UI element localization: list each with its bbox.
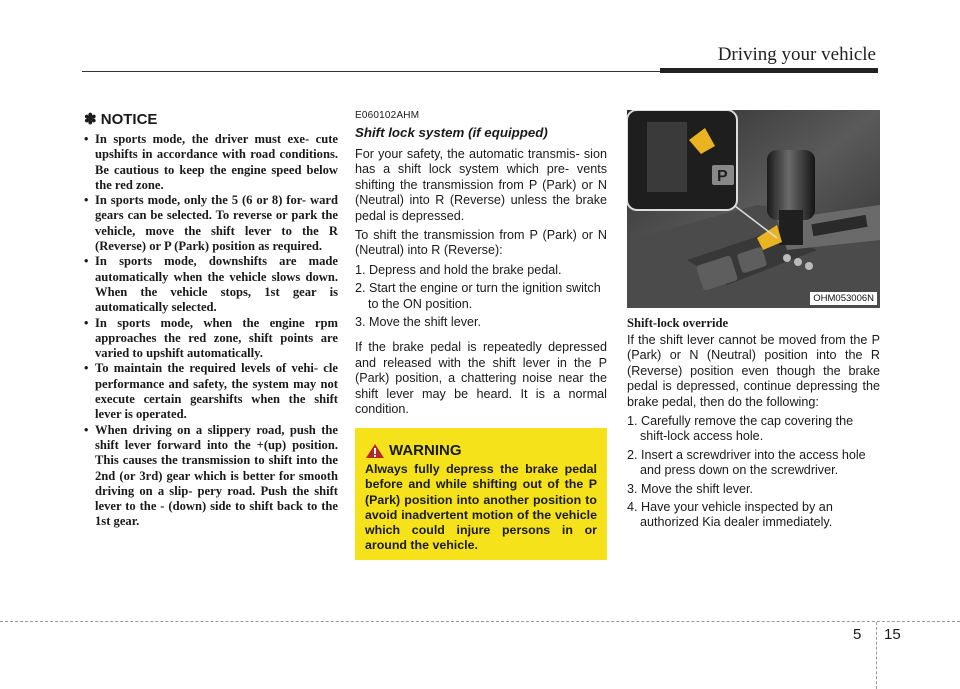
notice-column — [84, 110, 338, 530]
warning-heading — [365, 442, 597, 459]
notice-bullet: • In sports mode, downshifts are made automatically when the vehicle slows down. When the vehicle stops, 1st gear is automatically selected. — [84, 254, 338, 315]
header-title: Driving your vehicle — [717, 44, 876, 65]
section-title: Shift lock system (if equipped) — [355, 125, 548, 140]
override-steps — [627, 414, 880, 531]
notice-list — [84, 132, 338, 530]
override-title: Shift-lock override — [627, 316, 729, 330]
section-number: 5 — [853, 626, 862, 643]
shift-lever-photo — [627, 110, 880, 308]
notice-bullet: • In sports mode, only the 5 (6 or 8) for- ward gears can be selected. To reverse or park the vehicle, move the shift lever to the R (Reverse) or P (Park) position as required. — [84, 193, 338, 254]
header-rule-thick — [660, 68, 878, 73]
shift-lock-note: If the brake pedal is repeatedly depressed and released with the shift lever in the P (Park) position, a chattering noise near the shift lever may be heard. It is a normal condition. — [355, 340, 607, 417]
inset-p-letter: P — [717, 168, 728, 185]
page-number: 15 — [884, 626, 901, 643]
warning-title: WARNING — [389, 442, 462, 459]
notice-heading — [84, 110, 338, 128]
figure-tag: OHM053006N — [810, 292, 877, 305]
notice-bullet: • In sports mode, the driver must exe- cute upshifts in accordance with road conditions. Be cautious to keep the engine speed below the red zone. — [84, 132, 338, 193]
notice-star-icon: ✽ — [84, 111, 97, 128]
step-item: 3. Move the shift lever. — [627, 481, 753, 496]
notice-bullet: • In sports mode, when the engine rpm approaches the red zone, shift points are varied to upshift automatically. — [84, 316, 338, 362]
shift-lock-column — [355, 110, 607, 418]
warning-text: Always fully depress the brake pedal before and while shifting out of the P (Park) position into another position to avoid inadvertent motion of the vehicle which could injure persons in or around the vehicle. — [365, 462, 597, 553]
shift-lock-how-to: To shift the transmission from P (Park) or N (Neutral) into R (Reverse): — [355, 228, 607, 258]
override-column — [627, 110, 880, 534]
notice-title: NOTICE — [100, 111, 158, 128]
step-item: 2. Insert a screwdriver into the access hole and press down on the screwdriver. — [627, 447, 866, 478]
section-code: E060102AHM — [355, 110, 420, 121]
step-item: 4. Have your vehicle inspected by an authorized Kia dealer immediately. — [627, 500, 833, 530]
header-rule-thin — [82, 71, 662, 72]
shift-lock-steps — [355, 263, 607, 331]
override-intro: If the shift lever cannot be moved from the P (Park) or N (Neutral) position into the R (Reverse) position even though the brake pedal is depressed, continue depressing the brake pedal, then do the following: — [627, 333, 880, 409]
warning-triangle-icon — [365, 443, 385, 459]
step-item: 2. Start the engine or turn the ignition switch to the ON position. — [355, 281, 601, 311]
step-item: 1. Depress and hold the brake pedal. — [355, 262, 562, 277]
warning-box — [355, 428, 607, 560]
notice-bullet: • To maintain the required levels of vehi- cle performance and safety, the system may not execute certain gearshifts when the shift lever is operated. — [84, 361, 338, 422]
shift-lock-intro: For your safety, the automatic transmis- sion has a shift lock system which pre- vents shifting the transmission from P (Park) or N (Neutral) into R (Reverse) unless the brake pedal is depressed. — [355, 147, 607, 223]
page-number-divider — [876, 622, 877, 689]
step-item: 1. Carefully remove the cap covering the shift-lock access hole. — [627, 414, 854, 444]
footer-rule — [0, 621, 960, 622]
step-item: 3. Move the shift lever. — [355, 315, 481, 330]
notice-bullet: • When driving on a slippery road, push the shift lever forward into the +(up) position. This causes the transmission to shift into the 2nd (or 3rd) gear which is better for smooth driving on a slip- pery road. Push the shift lever to the - (down) side to shift back to the 1st gear. — [84, 423, 338, 530]
shift-lever-illustration — [627, 110, 880, 308]
